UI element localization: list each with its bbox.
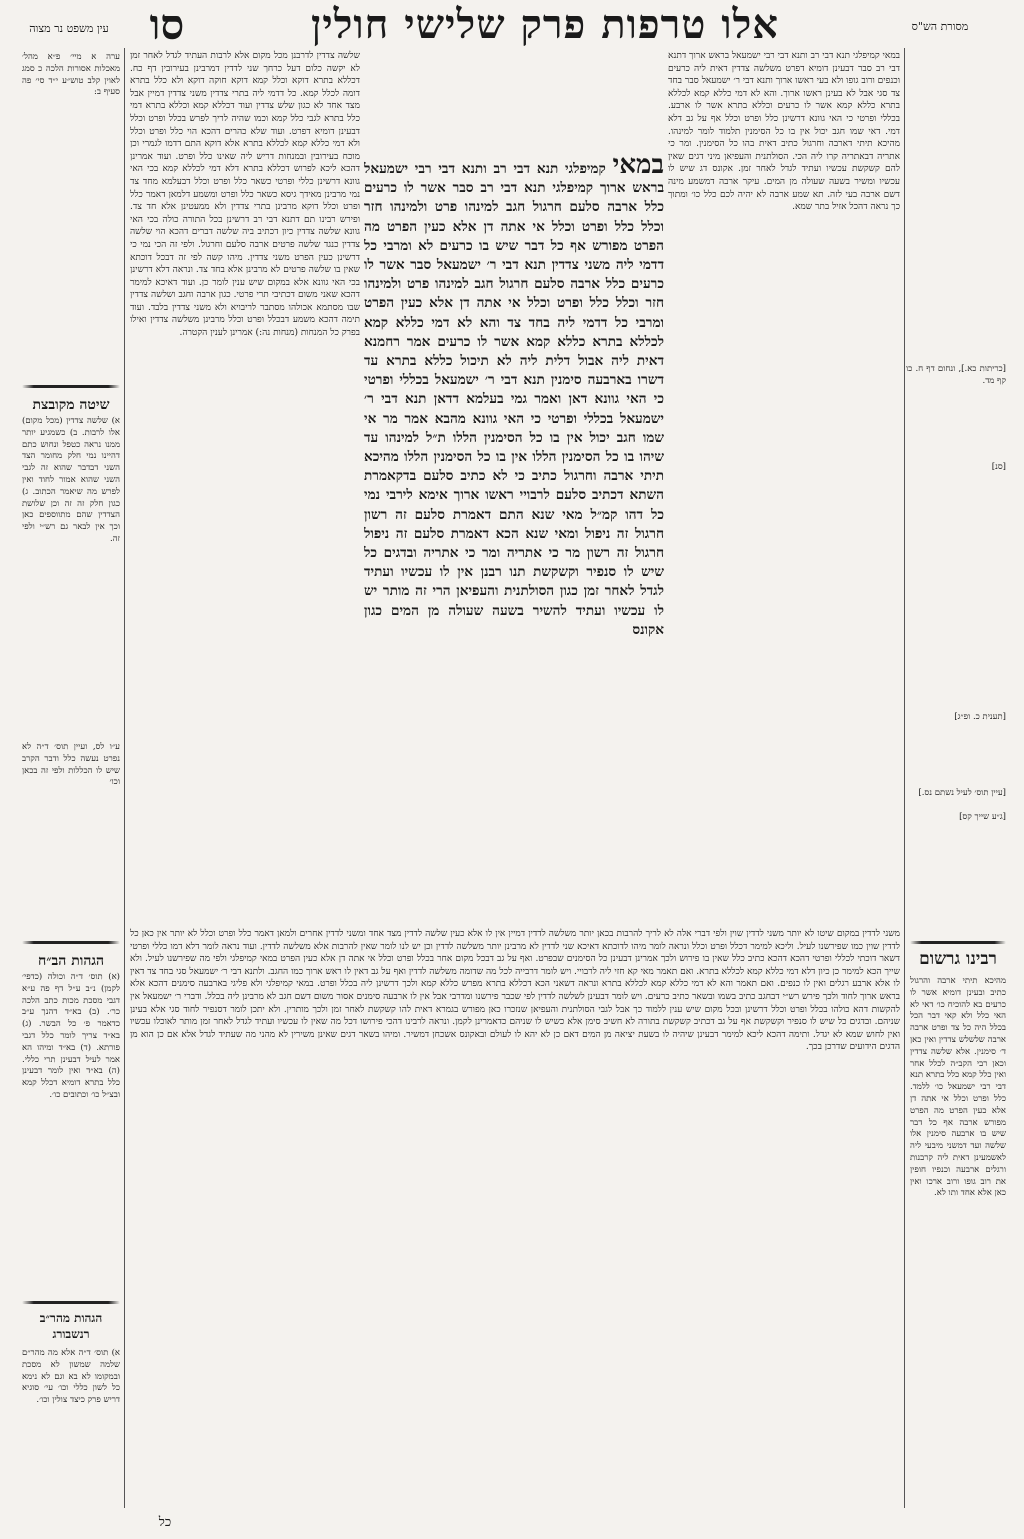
rabbeinu-gershom-title: רבינו גרשום bbox=[919, 949, 997, 969]
masoret-note: [עיין תוס׳ לעיל נשתם נס.] bbox=[918, 788, 1006, 798]
masoret-note: [סנ] bbox=[991, 462, 1006, 472]
column-rule bbox=[904, 48, 905, 1508]
ein-mishpat-label: עין משפט נר מצוה bbox=[29, 22, 109, 35]
hagahot-habach-text: (א) תוס׳ ד״ה וכולה (כדפי׳ לקמן) נ״ב ע״ל דף פה ע״א דגבי מסכת מכות כתב הלכה כר׳. (ב) בא״ד דהנך ע״ב כדאמר פ׳ כל הבשר. (ג) בא״ד צריך לומר כלל דגבי פורתא. (ד) בא״ד ומיהו הא אמר לעיל דבעינן תרי כללי. (ה) בא״ד ואין לומר דבעינן כלל בתרא דומיא דכלל קמא ובצ״ל כו׳ וכתובים כו׳. bbox=[22, 972, 120, 1100]
gemara-body: קמיפלגי תנא דבי רב ותנא דבי רבי ישמעאל בראש ארוך קמיפלגי תנא דבי רב סבר אשר לו כרעים כלל ארבה סלעם חרגול חגב למינהו פרט ולמינהו חזר וכלל כלל ופרט וכלל אי אתה דן אלא כעין הפרט מה הפרט מפורש אף כל דבר שיש בו כרעים לא ומרבי כל דדמי ליה משני צדדין תנא דבי ר׳ ישמעאל סבר אשר לו כרעים כלל ארבה סלעם חרגול חגב למינהו פרט ולמינהו חזר וכלל כלל ופרט וכלל אי אתה דן אלא כעין הפרט ומרבי כל דדמי ליה בחד צד והא לא דמי כללא קמא לכללא בתרא כללא קמא אשר לו כרעים אמר רחמנא דאית ליה אבול דלית ליה לא תיכול כללא בתרא עד דשרו בארבעה סימנין תנא דבי ר׳ ישמעאל בכללי ופרטי כי האי גוונא דאן ואמר גמי בעלמא דדאן תנא דבי ר׳ ישמעאל בכללי ופרטי כי האי גוונא מהבא אמר מר אי שמו חגב יכול אין בו כל הסימנין הללו ת״ל למינהו עד שיהו בו כל הסימנין הללו אין בו כל הסימנין הללו מהיכא תיתי ארבה וחרגול כתיב כי לא כתיב סלעם בדקאמרת השתא דכתיב סלעם לרבויי ראשו ארוך אימא לירבי נמי כל דהו קמ״ל מאי שנא התם דאמרת סלעם זה רשון חרגול זה ניפול ומאי שנא הכא דאמרת סלעם זה ניפול חרגול זה רשון מר כי אתריה ומר כי אתריה ובדגים כל שיש לו סנפיר וקשקשת תנו רבנן אין לו עכשיו ועתיד לגדל לאחר זמן כגון הסולתנית והעפיאן הרי זה מותר יש לו עכשיו ועתיד להשיר בשעה שעולה מן המים כגון אקונס bbox=[364, 161, 664, 638]
ornament-divider bbox=[22, 938, 120, 946]
ornament-divider bbox=[22, 382, 120, 390]
shita-mekubetzet-text: א) שלשה צדדין (מכל מקום) אלו לרבות. ב) כשמגיע יותר ממנו נראה כטפל ונחוש כתם דהיינו נמי חלק מחומר הצד השני דבדבר שהוא זה לגבי השני שהוא אמור לחוד ואין לפרש מה שיאמר הכתוב. ג) כגון חלק זה זה וכן שלושת הצדדין שהם מתווספים כאן וכך אין לבאר גם רש״י ולפי זה. bbox=[22, 416, 120, 544]
hagahot-habach-title: הגהות הב״ח bbox=[37, 953, 105, 969]
gemara-lead-word: במאי bbox=[612, 156, 664, 180]
masoret-note: [ג״ע שייך קס] bbox=[959, 812, 1006, 822]
ornament-divider bbox=[22, 1298, 120, 1306]
hagahot-maharav-text: א) תוס׳ ד״ה אלא מה מהר״ם שלמה שמשון לא מסכת ובמקומו לא בא וגם לא נימא כל לשון כללי וכו׳ עי׳ סוגיא דריש פרק כיצד צולין וכו׳. bbox=[22, 1348, 120, 1406]
ornament-divider bbox=[910, 938, 1006, 946]
rabbeinu-gershom-text: מהיכא תיתי ארבה והרגול כתיב ובעינן דומיא אשר לו כרעים בא להוכיח כו׳ דאי לא האי כלל ולא קאי דבר הכל בכלל היה כל צד ופרט ארבה ארבה שלשלש צדדין ואין כאן ד׳ סימנין. אלא שלשה צדדין וכאן רבי הקב״ה לכלל אחר ואין כלל קמא כלל בתרא תנא דבי רבי ישמעאל כו׳ ללמד. כלל ופרט וכלל אי אתה דן אלא כעין הפרט מה הפרט מפורש ארבה אף כל דבר שיש בו ארבעה סימנין אלו שלשה ועד דמשני מיבעי ליה לאשמעינן דאית ליה קרבנות ורגלים ארבעה וכנפיו חופין את רוב גופו ורוב ארכו ואין כאן אלא אחד ותו לא. bbox=[910, 976, 1006, 1199]
tosafot-commentary: שלשה צדדין לדרבנן מכל מקום אלא לרבות העתיד לגדל לאחר זמן לא יקשה כלום דעל כרחך שני לדדין דמרבינן בעירובין דף כח. דכללא בתרא דוקא וכלל קמא דוקא חוקה דוקא ולא כלל בתרא דומה לכלל קמא. כל דדמי ליה בתרי צדדין משני צדדין דמיין אבל מצד אחד לא כגון שלש צדדין ועוד דכללא קמא וכללא בתרא דמי כלל בתרא לגבי כלל קמא וכמו שהיה לריך לפרש בכלל ופרט וכלל דבעינן דומיא דפרט. ועוד שלא כהרים דהכא הוי כלל ופרט וכלל ולא דמי כללא קמא לכללא בתרא אלא דוקא התם דדמו לגמרי וכן מוכח בעירובין ובמנחות דריש ליה שאינו כלל ופרט. ועוד אמרינן דהכא ליכא לפרוש דכללא בתרא דלא דמי לכללא קמא בכי האי גוונא דרשינן כללי ופרטי כשאר כלל ופרט וכלל דבעלמא מחד צד נמי מרבינן מאידך גיסא כשאר כלל ופרט ומשמע דלמאן דאמר כלל ופרט וכלל דוקא מרבינן בתרי צדדין ולא ממעטינן אלא חד צד. ופירש רבינו תם דתנא דבי רב דרשינן בכל התורה כולה בכי האי גוונא שלשה צדדין כיון דכתיב ביה שלשה דברים דהכא הוי שלשה צדדין כנגד שלשה פרטים ארבה סלעם וחרגול. ולפי זה הכי נמי כי דרשינן כעין הפרט משני צדדין. מיהו קשה לפי זה דבכל דוכתא שאין בו שלשה פרטים לא מרבינן אלא בחד צד. ונראה דלא דרשינן בכי האי גוונא אלא במקום שיש ענין לומר כן. ועוד דאיכא למימר דהכא שאני משום דכתיבי תרי פרטי. כגון ארבה וחגב ושלשה צדדין שבו מסתמא אכולהו מסתבר לריבויא ולא משני צדדין בלבד. ועוד תימה דהכא משמע דבכלל ופרט וכלל מרבינן משלשה צדדין ואילו בפרק כל המנחות (מנחות נה:) אמרינן לענין הקטרה. bbox=[130, 51, 360, 339]
page-title: אלו טרפות פרק שלישי חולין bbox=[311, 2, 779, 48]
masoret-hashas-label: מסורת הש"ס bbox=[911, 20, 969, 33]
gemara-text bbox=[364, 156, 664, 922]
rashi-commentary: במאי קמיפלגי תנא דבי רב ותנא דבי רבי ישמעאל בראש ארוך דתנא דבי רב סבר דבעינן דומיא דפרט משלשה צדדין דאית ליה כרעים וכנפים ורוב גופו ולא בעי ראשו ארוך ותנא דבי ר׳ ישמעאל סבר בחד צד סגי אבל לא בעינן ראשו ארוך. והא לא דמי כללא קמא לכללא בתרא כללא קמא אשר לו כרעים וכללא בתרא אשר לו ארבע. בכללי ופרטי כי האי גוונא דרשינן כלל ופרט וכלל אף על גב דלא דמי. דאי שמו חגב יכול אין בו כל הסימנין תלמוד לומר למינהו. מהיכא תיתי דארבה וחרגול כתיב דאית בהו כל הסימנין. ומר כי אתריה דבאתריה קרו ליה הכי. הסולתנית והעפיאן מיני דגים שאין להם קשקשת עכשיו ועתיד לגדל לאחר זמן. אקונס דג שיש לו עכשיו ומשיר בשעה שעולה מן המים. עיקר ארבה דמשמע מינה דשם ארבה בעי לזה. תא שמע ארבה לא יהיה לכם כלל כו׳ ומתוך כך נראה דהכל אזיל בתר שמא. bbox=[668, 51, 900, 213]
masoret-note: [תענית כ. ופ״ג] bbox=[954, 712, 1006, 722]
tosafot-continuation: משני לדדין במקום שיטו לא יותר משני לדדין שוין ולפי דברי אלה לא לריך להרבות בכאן יותר משלשה לדדין דמיין אין לו אלא כעין שלשה לדדין מצד אחד ומשני לדדין אחרים ולמאן דאמר כלל ופרט וכלל לא יותר אין כאן כל לדדין שוין כמו שפירשנו לעיל. וליכא למימר דכלל ופרט וכלל ונראה לומר מיהו לדוכתא דאיכא שני לדדין לא מרבינן יותר משלשה לדדין וכן יש לנו לומר שאין להרבות אלא משלשה לדדין. ועוד נראה לומר דלא דמו כללי ופרטי דשאר דוכתי לכללי ופרטי דהכא דהכא כתיב כלל שאין בו פירוש ולכך אמרינן דבעינן כל הסימנים שבפרט. ואף על גב דבכל מקום אחר בכלל ופרט וכלל אי אתה דן אלא כעין הפרט במאי קמיפלגי ולפי מה שפירשנו לעיל. ולא שייך הכא למימר כן כיון דלא דמי כללא קמא לכללא בתרא. ואם תאמר מאי קא חזי ליה לרבויי. ויש לומר דרבייה לכל מה שדומה משלשה לדדין ואף על גב דאין לו ראש ארוך כמו החגב. ולתנא דבי ר׳ ישמעאל סגי בחד צד דאין לו אלא ארבע רגלים ואין לו כנפים. ואם תאמר והא לא דמי כללא קמא לכללא בתרא ונראה דשאני הכא דכללא בתרא מפרש כללא קמא ולכך דרשינן ליה בכלל ופרט. במאי קמיפלגי ולא פליגי בארבעה סימנים דהכא אלא בראש ארוך לחוד ולכך פירש רש״י דבחגב כתיב בשמו ובשאר כתיב כרעים. ויש לומר דבעינן לשלשה לדדין לפי שכבר פירשנו ומדרבי אבל אין לו ארבעה סימנים אסור משום דשם חגב לא מרבינן ליה בכלל. ודברי ר׳ ישמעאל אין להקשות דהא כולהו בכלל ופרט וכלל דרשינן ובכל מקום שיש ענין ללמוד כך אבל לגבי הסולתנית והעפיאן שנזכרו כאן מפורש בגמרא דאית להו קשקשת לאחר זמן ולכך מותרין. ולא יתכן לומר דסנפיר לחוד סגי אלא בעינן שניהם. ובדגים כל שיש לו סנפיר וקשקשת אף על גב דכתיב קשקשת בתורה לא חשיב סימן אלא כשיש לו שניהם כדאמרינן לקמן. ונראה לרבינו דהכי פירושו דכל מה שאין לו עכשיו ועתיד לגדל לאחר זמן מותר לאוכלו עכשיו ואין לחוש שמא לא יגדל. ותימה דהכא ליכא למימר דבעינן שיהיה לו בשעת יציאה מן המים דאם כן לא יהא לו לעולם ובאקונס אשכחן דמשיר. ומיהו בשאר דגים שאינן משירין לא מהני מה שעתיד לגדל אלא אם כן הוא מן הדגים הידועים שדרכן בכך. bbox=[130, 929, 900, 1053]
shita-mekubetzet-title: שיטה מקובצת bbox=[32, 397, 110, 413]
page-number: סו bbox=[149, 2, 185, 48]
column-rule bbox=[124, 48, 125, 1508]
catchword: כל bbox=[158, 1515, 172, 1530]
ein-mishpat-text: ערה א מיי׳ פ״א מהל׳ מאכלות אסורות הלכה כ סמג לאוין קלב טוש״ע י״ד סי׳ פה סעיף ב: bbox=[22, 52, 120, 98]
hagahot-maharav-title: הגהות מהר״ב רנשבורג bbox=[39, 1311, 103, 1341]
margin-note: ע״ו לס, ועיין תוס׳ ד״ה לא נפרט נעשה כלל ודבר הקרב שיש לו הכללות ולפי זה בכאן וכו׳ bbox=[22, 742, 120, 788]
masoret-note: [כריתות כא.], ונחום דף ח. כו קף מד. bbox=[906, 364, 1006, 386]
